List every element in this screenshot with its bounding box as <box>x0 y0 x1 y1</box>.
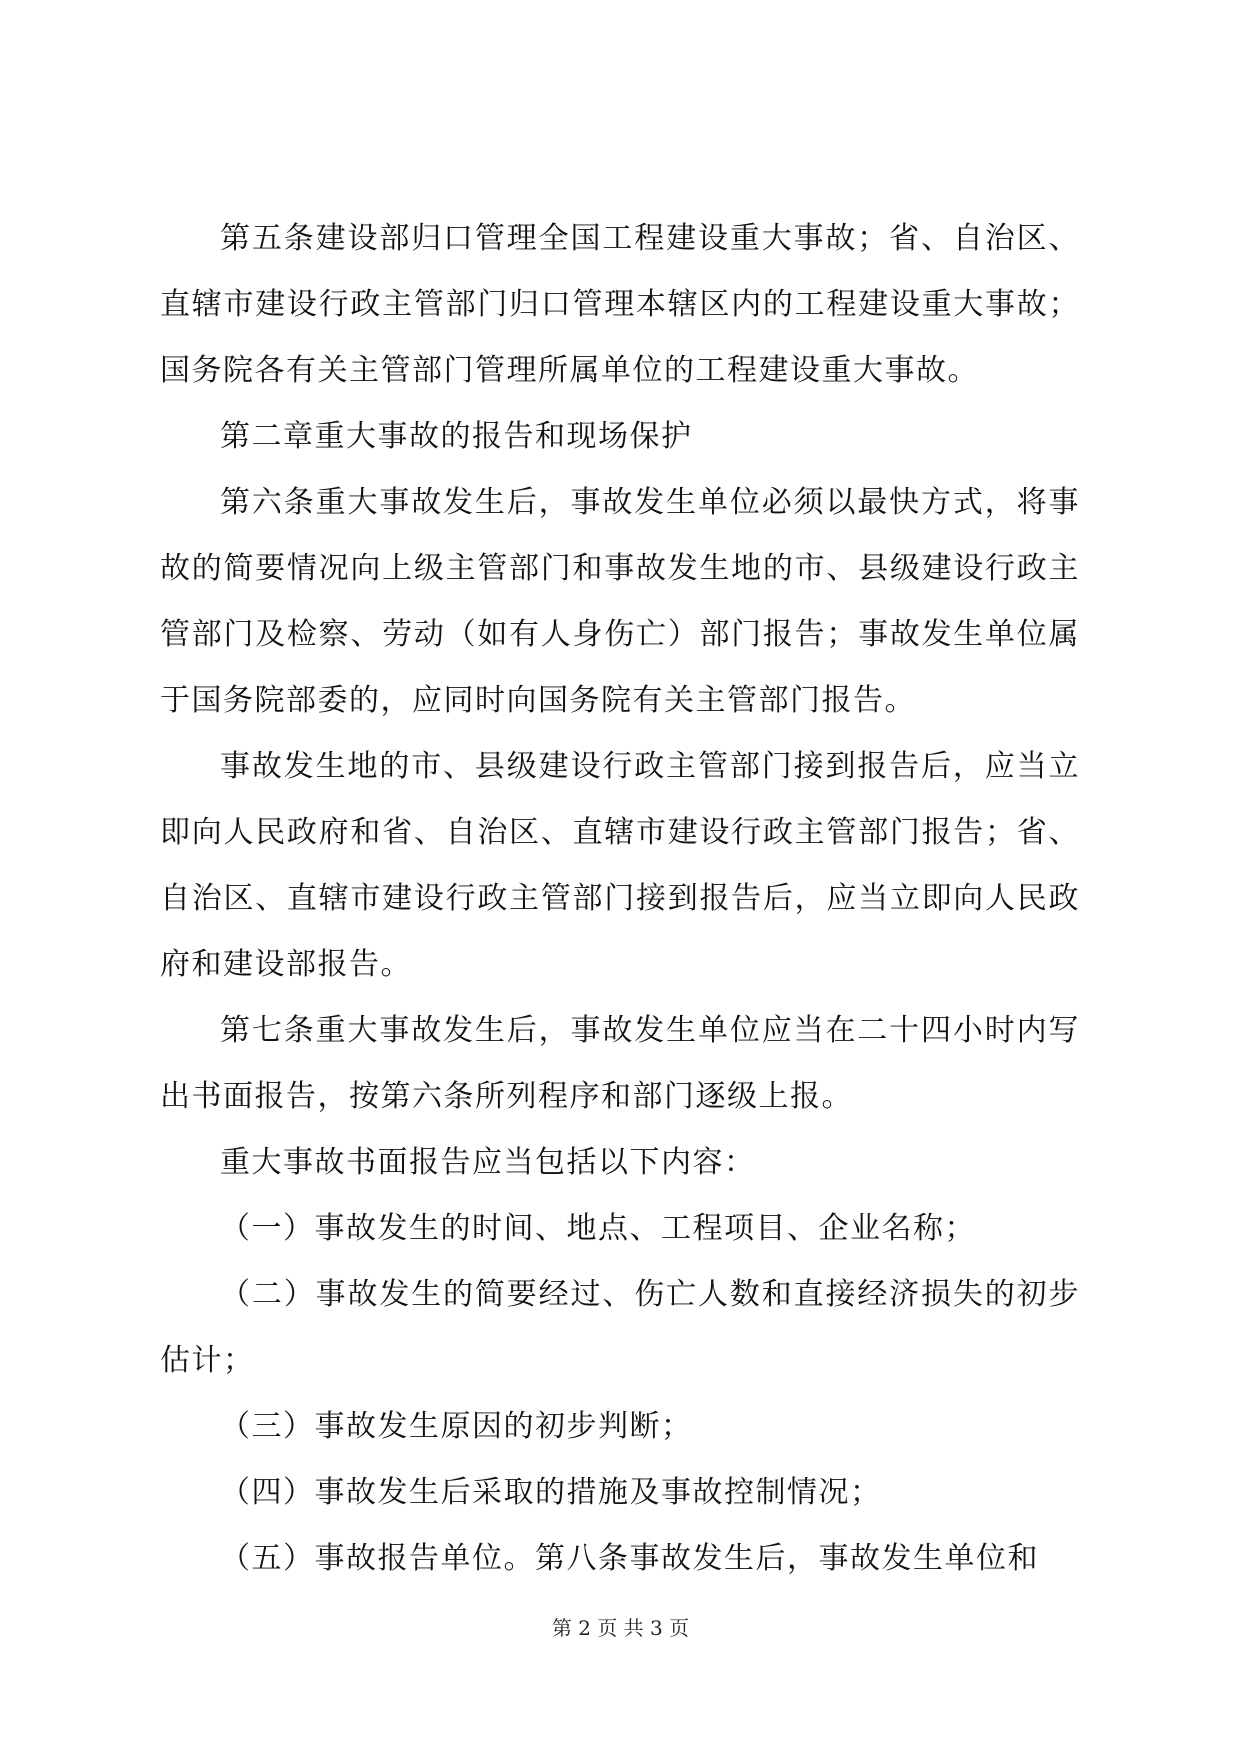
list-item-5: （五）事故报告单位。第八条事故发生后，事故发生单位和 <box>220 1541 1039 1576</box>
paragraph-chapter-2-heading: 第二章重大事故的报告和现场保护 <box>220 419 693 454</box>
document-body <box>160 206 1080 1592</box>
list-item-1: （一）事故发生的时间、地点、工程项目、企业名称； <box>220 1211 976 1246</box>
paragraph-article-6: 第六条重大事故发生后，事故发生单位必须以最快方式，将事故的简要情况向上级主管部门和事故发生地的市、县级建设行政主管部门及检察、劳动（如有人身伤亡）部门报告；事故发生单位属于国务院部委的，应同时向国务院有关主管部门报告。 <box>160 485 1080 718</box>
list-item-4: （四）事故发生后采取的措施及事故控制情况； <box>220 1475 882 1510</box>
paragraph-article-5: 第五条建设部归口管理全国工程建设重大事故；省、自治区、直辖市建设行政主管部门归口管理本辖区内的工程建设重大事故；国务院各有关主管部门管理所属单位的工程建设重大事故。 <box>160 221 1080 388</box>
paragraph-report-chain: 事故发生地的市、县级建设行政主管部门接到报告后，应当立即向人民政府和省、自治区、直辖市建设行政主管部门报告；省、自治区、直辖市建设行政主管部门接到报告后，应当立即向人民政府和建设部报告。 <box>160 749 1080 982</box>
paragraph-report-contents: 重大事故书面报告应当包括以下内容： <box>220 1145 756 1180</box>
paragraph-article-7: 第七条重大事故发生后，事故发生单位应当在二十四小时内写出书面报告，按第六条所列程序和部门逐级上报。 <box>160 1013 1080 1114</box>
page-footer: 第 2 页 共 3 页 <box>551 1616 690 1640</box>
list-item-3: （三）事故发生原因的初步判断； <box>220 1409 693 1444</box>
list-item-2: （二）事故发生的简要经过、伤亡人数和直接经济损失的初步估计； <box>160 1277 1080 1378</box>
